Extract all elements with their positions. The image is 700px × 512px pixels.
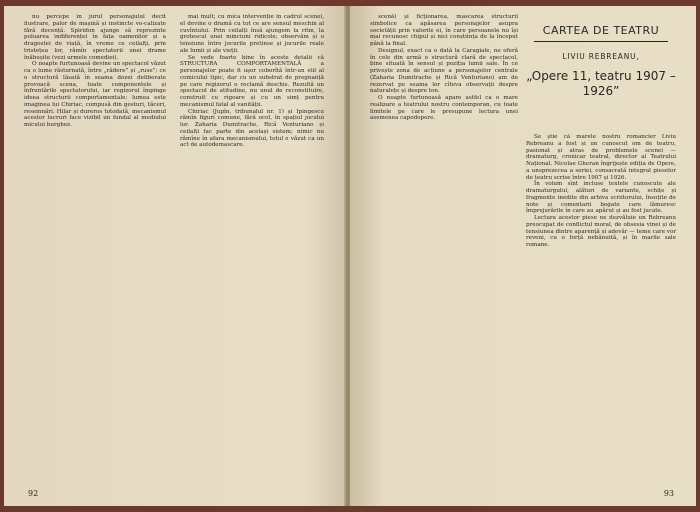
reviewed-author: LIVIU REBREANU, bbox=[562, 51, 640, 61]
paragraph: În volum sînt incluse textele cunoscute ale dramaturgului, alături de variante, schițe și fragmente inedite din arhiva scriitorului, însoțite de note și comentarii bogate care lămuresc împrejurările în care au apărut și au fost jucate. bbox=[526, 181, 676, 215]
paragraph: mai mult; cu mica intervenție în cadrul scenei, el devine o dramă cu tot ce are sensul meschin al cuvîntului. Prin ceilalți însă ajungem la ritm, la grotescul unei minciuni ridicole; observăm și o tensiune între jocurile pretinse și jocurile reale ale lumii și ale vieții. bbox=[180, 14, 324, 54]
paragraph: Lectura acestor piese ne dezvăluie un Rebreanu preocupat de conflictul moral, de obsesia vinei și de tensiunea dintre aparență și adevăr — teme care vor reveni, cu o forță nebănuită, și în marile sale romane. bbox=[526, 215, 676, 248]
open-book bbox=[4, 6, 696, 506]
paragraph: Chiriac (Jupîn, tribunalul nr. 1) și Ipingescu rămîn figuri comune, fără ocol, în spațiul jocului lor. Zaharia Dumitrache, Rică Venturiano și ceilalți fac parte din același sistem; nimic nu rămîne în afara mecanismului, totul e văzut ca un act de autodemascare. bbox=[180, 108, 324, 149]
paragraph: O noapte furtunoasă apare astfel ca o mare realizare a teatrului nostru contemporan, cu toate limitele pe care le presupune lectura unei asemenea capodopere. bbox=[370, 95, 518, 122]
page-number-right: 93 bbox=[663, 489, 674, 498]
paragraph: Designul, exact ca o dată la Caragiale, ne oferă în cele din urmă o structură clară de spectacol, bine situată în sensul și poziția lumii sale. În ce privește zona de acțiune a personajelor centrale (Zaharia Dumitrache și Rică Venturiano) am de rezervat pe seama lor cîteva observații despre naturalețe și despre ton. bbox=[370, 47, 518, 95]
reviewed-book-title: „Opere 11, teatru 1907 – 1926” bbox=[526, 68, 676, 98]
left-column-1 bbox=[24, 14, 166, 466]
book-review-sidebar bbox=[526, 14, 676, 478]
left-column-2 bbox=[180, 14, 324, 466]
divider bbox=[534, 41, 668, 42]
sidebar-body bbox=[526, 134, 676, 478]
sidebar-header bbox=[526, 14, 676, 99]
right-page bbox=[350, 6, 696, 506]
paragraph: nu percepe în jurul personajului decît ilustrare, palor de mașină și instincte vo-calizate fără decență. Spiridon ajunge să reprezinte poluarea indiferenței în fața oamenilor și a dragostei de viață, în vreme ce ceilalți, prin tristețea lor, rămîn spectatorii unei drame înăbușite (vezi urmele comediei). bbox=[24, 14, 166, 61]
page-number-left: 92 bbox=[28, 489, 39, 498]
left-page bbox=[4, 6, 346, 506]
section-rubric: CARTEA DE TEATRU bbox=[542, 24, 660, 37]
paragraph: Se vede foarte bine în aceste detalii că STRUCTURA COMPORTAMENTALĂ a personajelor poate fi ușor coborîtă într-un stil al comicului tipic, dar cu un substrat de pregnanță pe care regizorul o reclamă deschis. Rezultă un spectacol de atitudine, nu unul de reconstituire, construit cu rigoare și cu un simț pentru mecanismul fatal al vanității. bbox=[180, 54, 324, 108]
paragraph: Se știe că marele nostru romancier Liviu Rebreanu a fost și un cunoscut om de teatru, pasionat și atras de problemele scenei — dramaturg, cronicar teatral, director al Teatrului Național. Nicolae Gheran îngrijește ediția de Opere, a unsprezecea a seriei, consacrată integral pieselor de teatru scrise între 1907 și 1926. bbox=[526, 134, 676, 181]
right-column-1 bbox=[370, 14, 518, 478]
paragraph: scenă) și ficționarea, mascarea structurii simbolice ca apăsarea personajelor asupra societății prin valorile ei, în care persoanele nu își mai recunosc chipul și nici conștiința de la început până la final. bbox=[370, 14, 518, 47]
paragraph: O noapte furtunoasă devine un spectacol văzut ca o lume răsturnată, între „râdere” și „ruse”; ce o structură lăsată în seama dozei deliberate provoacă scena, toate componentele și înfruntările spectatorului, iar regizorul împinge ideea structurii comportamentale: lumea este imaginea lui Chiriac, compusă din gesturi, tăceri, resemnări. Hilar și dureros totodată, mecanismul acestor lucruri face vizibil un fundal al mediului micului burghez. bbox=[24, 61, 166, 128]
